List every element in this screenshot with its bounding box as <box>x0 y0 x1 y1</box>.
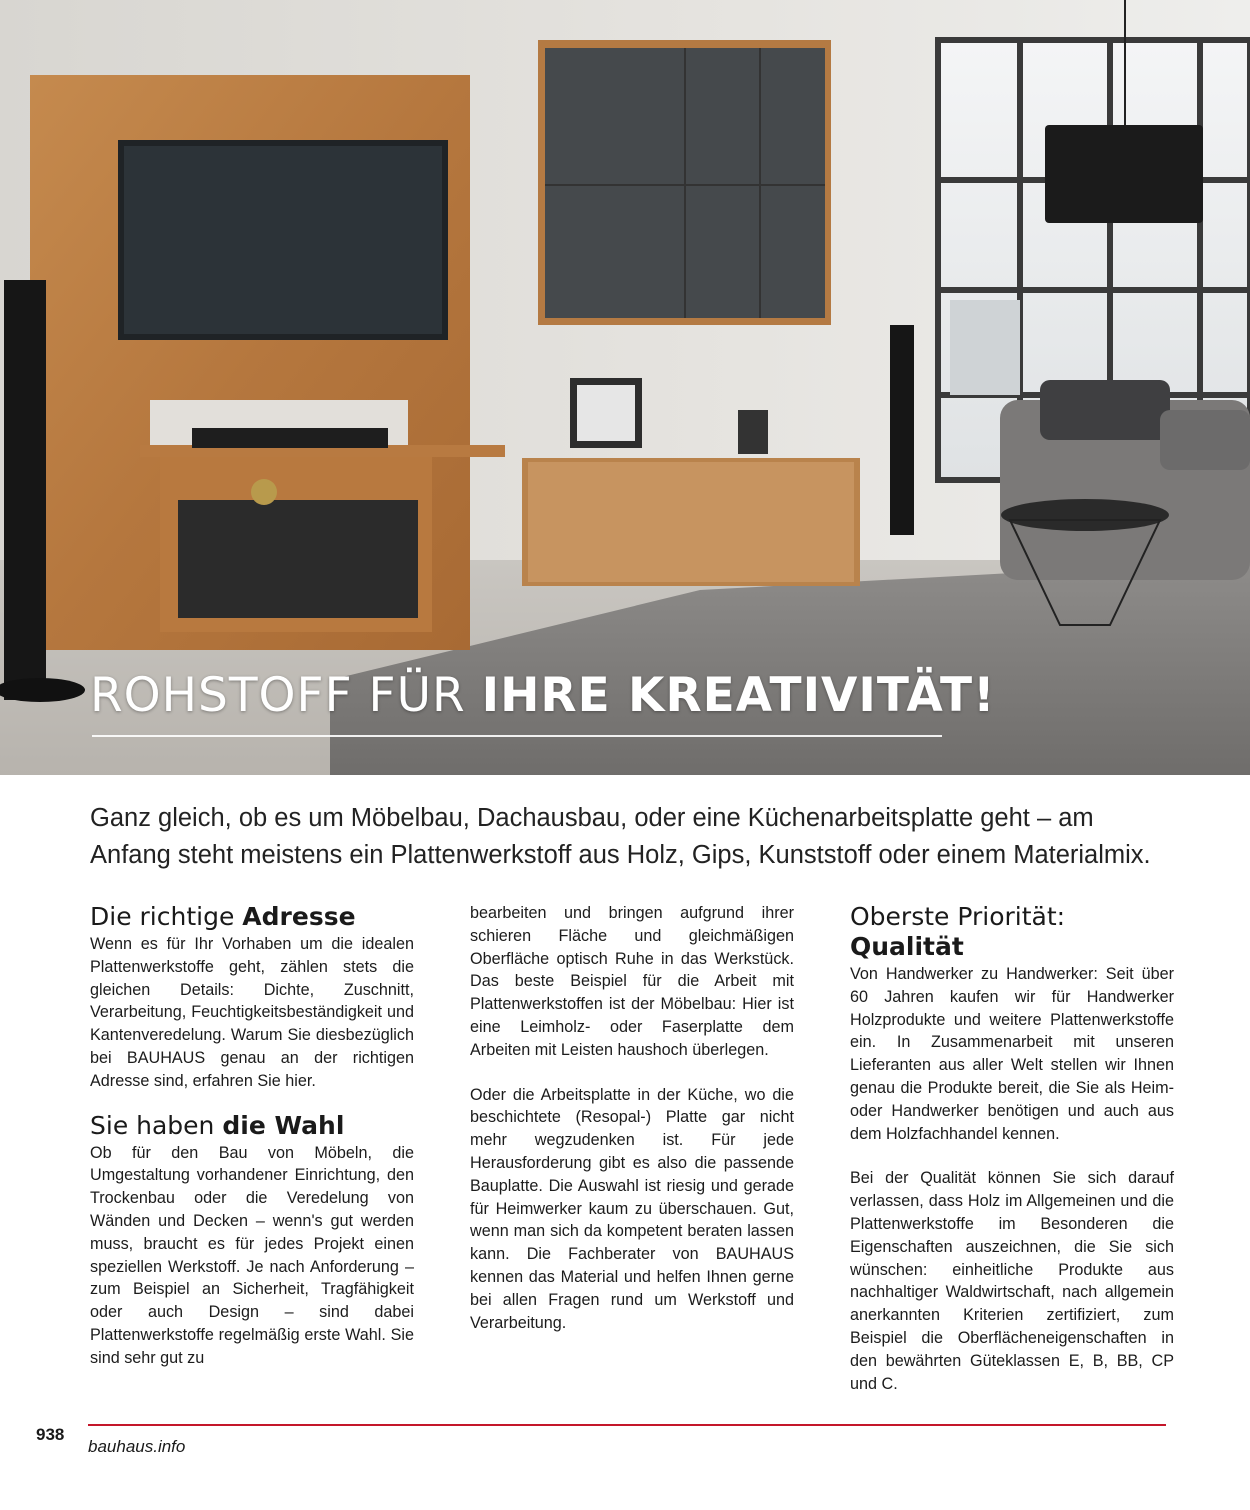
heading-light: Die richtige <box>90 902 243 931</box>
section-heading-adresse <box>90 902 414 932</box>
section-heading-wahl <box>90 1111 414 1141</box>
paragraph-wahl: Ob für den Bau von Möbeln, die Umgestaltung vorhandener Einrichtung, den Trockenbau oder die Veredelung von Wänden und Decken – wenn's gut werden muss, braucht es für jedes Projekt einen speziellen Werkstoff. Je nach Anforderung – zum Beispiel an Sicherheit, Tragfähigkeit oder auch Design – sind dabei Plattenwerkstoffe regelmäßig erste Wahl. Sie sind sehr gut zu <box>90 1143 414 1367</box>
footer-divider <box>88 1424 1166 1426</box>
intro-paragraph: Ganz gleich, ob es um Möbelbau, Dachausbau, oder eine Küchenarbeitsplatte geht – am Anfang steht meistens ein Plattenwerkstoff aus Holz, Gips, Kunststoff oder einem Materialmix. <box>90 804 1151 869</box>
paragraph-adresse: Wenn es für Ihr Vorhaben um die idealen Plattenwerkstoffe geht, zählen stets die gleichen Details: Dichte, Zuschnitt, Verarbeitung, Feuchtigkeitsbeständigkeit und Kantenveredelung. Warum Sie diesbezüglich bei BAUHAUS genau an der richtigen Adresse sind, erfahren Sie hier. <box>90 935 414 1090</box>
headline-underline <box>92 735 942 737</box>
paragraph-qualitaet: Bei der Qualität können Sie sich darauf verlassen, dass Holz im Allgemeinen und die Plattenwerkstoffe im Besonderen die Eigenschaften auszeichnen, die Sie sich wünschen: einheitliche Produkte aus nachhaltiger Waldwirtschaft, nach allgemein anerkannten Kriterien zertifiziert, zum Beispiel die Oberflächeneigenschaften in den bewährten Güteklassen E, B, BB, CP und C. <box>850 1169 1174 1393</box>
heading-bold: Adresse <box>242 902 356 931</box>
heading-bold: Qualität <box>850 932 964 961</box>
heading-light: Sie haben <box>90 1110 223 1140</box>
paragraph-arbeitsplatte: Oder die Arbeitsplatte in der Küche, wo die beschichtete (Resopal-) Platte gar nicht mehr wegzudenken ist. Für jede Herausforderung gibt es also die passende Bauplatte. Die Auswahl ist riesig und gerade für Heimwerker kaum zu überschauen. Gut, wenn man sich da kompetent beraten lassen kann. Die Fachberater von BAUHAUS kennen das Material und helfen Ihnen gerne bei allen Fragen rund um Werkstoff und Verarbeitung. <box>470 1085 794 1332</box>
headline-bold: IHRE KREATIVITÄT! <box>481 668 996 723</box>
heading-bold: die Wahl <box>222 1110 345 1140</box>
column-right <box>850 902 1174 1395</box>
paragraph-handwerker: Von Handwerker zu Handwerker: Seit über 60 Jahren kaufen wir für Handwerker Holzprodukte und weitere Plattenwerkstoffe ein. In Zusammenarbeit mit unseren Lieferanten aus aller Welt stellen wir Ihnen genau die Produkte bereit, die Sie als Heim- oder Handwerker benötigen und auch aus dem Holzfachhandel kennen. <box>850 965 1174 1143</box>
column-middle <box>470 902 794 1334</box>
section-heading-qualitaet <box>850 902 1174 962</box>
paragraph-bearbeiten: bearbeiten und bringen aufgrund ihrer schieren Fläche und gleichmäßigen Oberfläche optisch Ruhe in das Werkstück. Das beste Beispiel für die Arbeit mit Plattenwerkstoffen ist der Möbelbau: Hier ist eine Leimholz- oder Faserplatte dem Arbeiten mit Leisten haushoch überlegen. <box>470 904 794 1059</box>
website-link[interactable]: bauhaus.info <box>88 1437 186 1456</box>
heading-light: Oberste Priorität: <box>850 902 1066 931</box>
intro-text <box>90 800 1170 874</box>
page-number: 938 <box>36 1425 65 1444</box>
hero-headline <box>90 668 996 723</box>
headline-light: ROHSTOFF FÜR <box>90 668 482 723</box>
column-left <box>90 902 414 1370</box>
